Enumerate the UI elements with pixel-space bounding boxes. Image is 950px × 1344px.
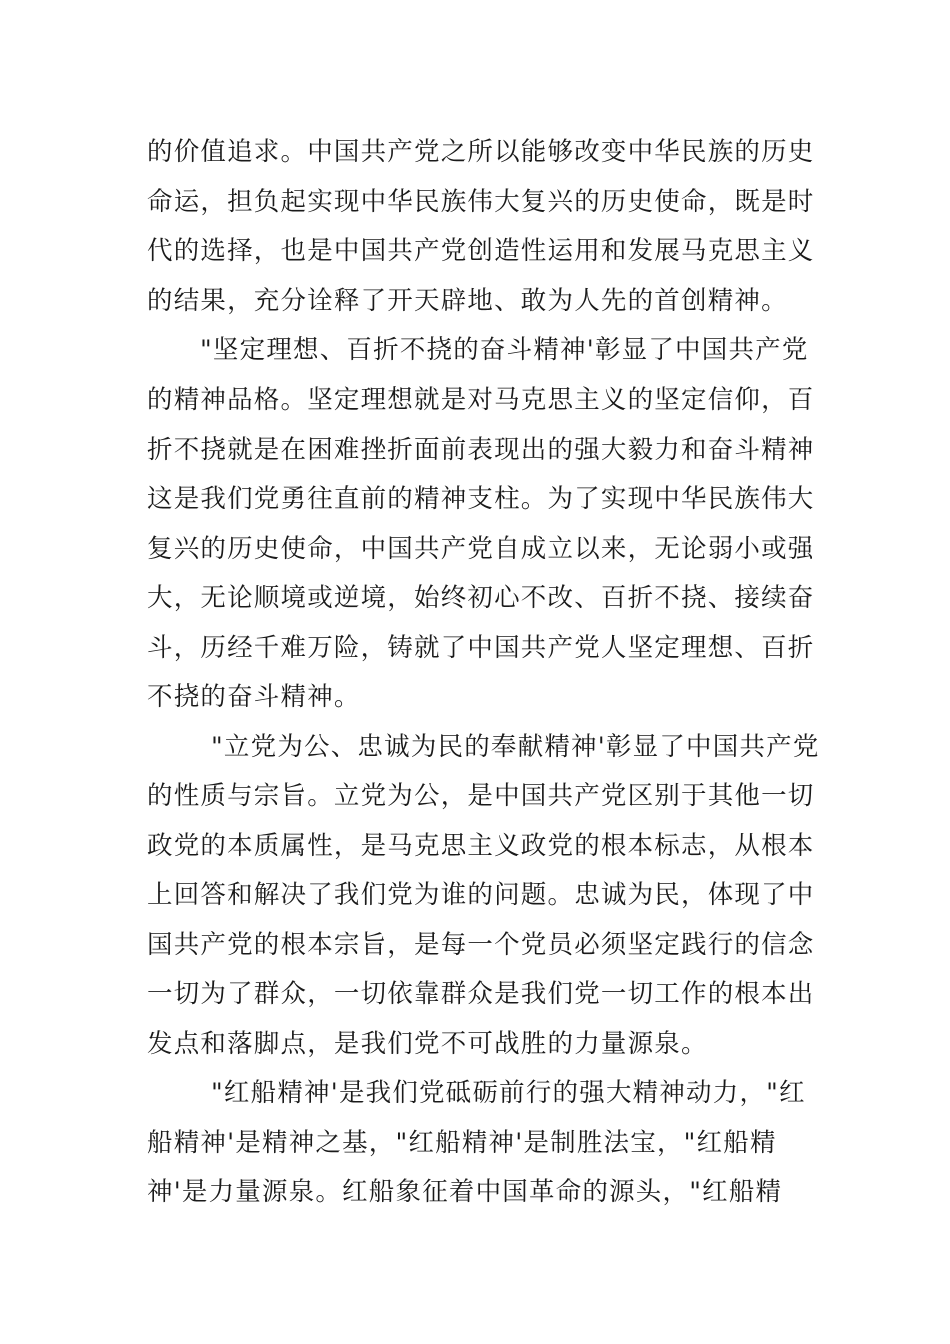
paragraph-2-line-8: 不挠的奋斗精神。 <box>147 682 361 712</box>
paragraph-2-line-6: 大，无论顺境或逆境，始终初心不改、百折不挠、接续奋 <box>147 583 815 613</box>
paragraph-2-line-2: 的精神品格。坚定理想就是对马克思主义的坚定信仰，百 <box>147 385 815 415</box>
paragraph-4-line-1: "红船精神'是我们党砥砺前行的强大精神动力，"红 <box>211 1078 806 1108</box>
paragraph-2-line-3: 折不挠就是在困难挫折面前表现出的强大毅力和奋斗精神 <box>147 435 815 465</box>
paragraph-1-line-2: 命运，担负起实现中华民族伟大复兴的历史使命，既是时 <box>147 187 815 217</box>
paragraph-3-line-5: 国共产党的根本宗旨，是每一个党员必须坚定践行的信念 <box>147 930 815 960</box>
paragraph-4-line-2: 船精神'是精神之基，"红船精神'是制胜法宝，"红船精 <box>147 1128 777 1158</box>
paragraph-3-line-7: 发点和落脚点，是我们党不可战胜的力量源泉。 <box>147 1029 708 1059</box>
paragraph-4-line-3: 神'是力量源泉。红船象征着中国革命的源头，"红船精 <box>147 1177 783 1207</box>
paragraph-3-line-1: "立党为公、忠诚为民的奉献精神'彰显了中国共产党 <box>211 732 820 762</box>
paragraph-1-line-3: 代的选择，也是中国共产党创造性运用和发展马克思主义 <box>147 236 815 266</box>
paragraph-2-line-5: 复兴的历史使命，中国共产党自成立以来，无论弱小或强 <box>147 534 815 564</box>
paragraph-3-line-4: 上回答和解决了我们党为谁的问题。忠诚为民，体现了中 <box>147 880 815 910</box>
paragraph-2-line-7: 斗，历经千难万险，铸就了中国共产党人坚定理想、百折 <box>147 633 815 663</box>
paragraph-2-line-1: "坚定理想、百折不挠的奋斗精神'彰显了中国共产党 <box>200 335 809 365</box>
paragraph-3-line-2: 的性质与宗旨。立党为公，是中国共产党区别于其他一切 <box>147 781 815 811</box>
paragraph-3-line-3: 政党的本质属性，是马克思主义政党的根本标志，从根本 <box>147 831 815 861</box>
paragraph-3-line-6: 一切为了群众，一切依靠群众是我们党一切工作的根本出 <box>147 979 815 1009</box>
paragraph-2-line-4: 这是我们党勇往直前的精神支柱。为了实现中华民族伟大 <box>147 484 815 514</box>
paragraph-1-line-1: 的价值追求。中国共产党之所以能够改变中华民族的历史 <box>147 137 815 167</box>
paragraph-1-line-4: 的结果，充分诠释了开天辟地、敢为人先的首创精神。 <box>147 286 788 316</box>
